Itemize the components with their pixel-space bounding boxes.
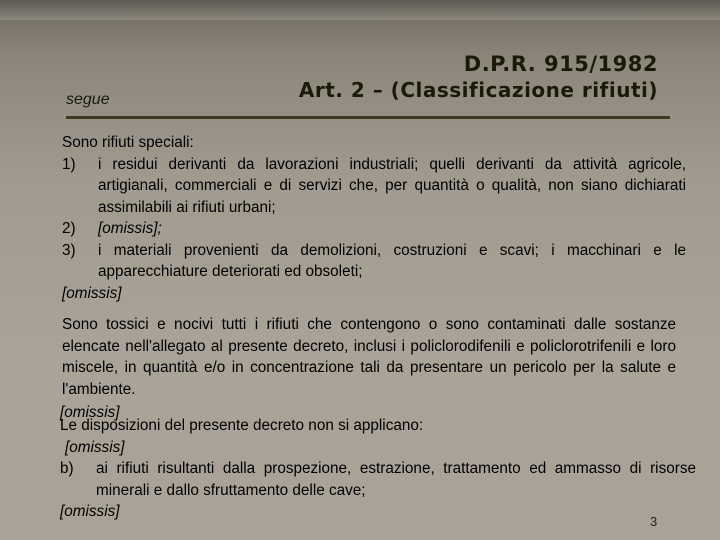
list-item-text: [omissis];: [98, 220, 162, 237]
special-waste-intro: Sono rifiuti speciali:: [62, 134, 194, 151]
exclusions-block: [60, 415, 696, 523]
list-item-number: 1): [62, 155, 76, 173]
omissis-marker: [omissis]: [60, 404, 120, 421]
omissis-marker: [omissis]: [62, 284, 122, 302]
title-divider: [66, 116, 670, 119]
list-item-number: 3): [62, 241, 76, 259]
list-item: [62, 154, 686, 219]
segue-label: segue: [66, 91, 110, 108]
list-item: [62, 240, 686, 283]
title-decree: D.P.R. 915/1982: [463, 52, 658, 76]
exclusions-intro: Le disposizioni del presente decreto non si applicano:: [60, 417, 424, 434]
list-item: [62, 218, 686, 240]
list-item-text: ai rifiuti risultanti dalla prospezione, estrazione, trattamento ed ammasso di risorse minerali e dallo sfruttamento delle cave;: [96, 460, 696, 499]
list-item-number: b): [60, 460, 74, 477]
page-number: 3: [650, 514, 658, 529]
toxic-waste-paragraph: Sono tossici e nocivi tutti i rifiuti che contengono o sono contaminati dalle sostanze elencate nell'allegato al presente decreto, inclusi i policlorodifenili e policlorotrifenili e loro miscele, in quantità e/o in concentrazione tali da presentare un pericolo per la salute e l'ambiente.: [62, 316, 676, 398]
special-waste-block: [62, 132, 686, 304]
list-item-number: 2): [62, 220, 76, 237]
list-item: [60, 458, 696, 501]
list-item-text: i residui derivanti da lavorazioni industriali; quelli derivanti da attività agricole, artigianali, commerciali e di servizi che, per quantità o qualità, non siano dichiarati assimilabili ai rifiuti urbani;: [98, 155, 686, 216]
title-article: Art. 2 – (Classificazione rifiuti): [298, 78, 658, 102]
omissis-marker: [omissis]: [65, 438, 125, 456]
omissis-marker: [omissis]: [60, 503, 120, 520]
list-item-text: i materiali provenienti da demolizioni, costruzioni e scavi; i macchinari e le apparecchiature deteriorati ed obsoleti;: [98, 241, 686, 280]
slide-title: [299, 52, 658, 102]
